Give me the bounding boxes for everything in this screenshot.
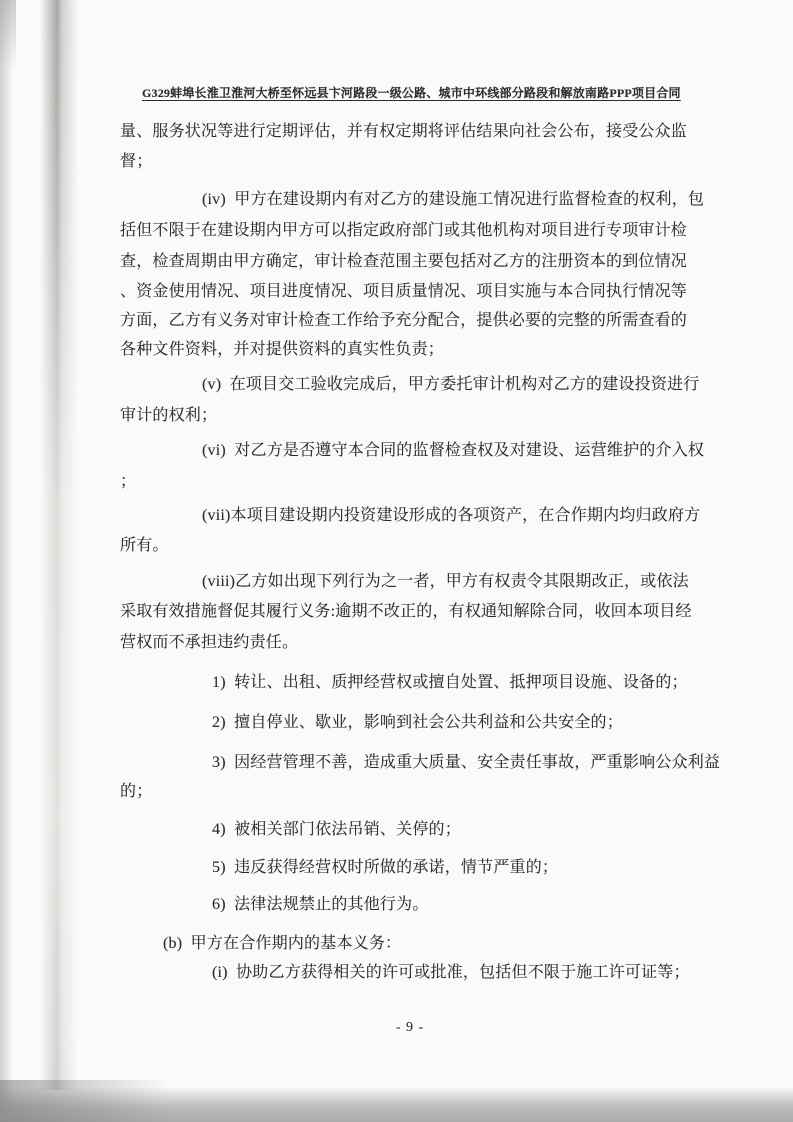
text-line: 、资金使用情况、项目进度情况、项目质量情况、项目实施与本合同执行情况等 (120, 283, 688, 300)
text-line: (viii)乙方如出现下列行为之一者，甲方有权责令其限期改正，或依法 (202, 573, 689, 590)
text-line: 营权而不承担违约责任。 (120, 634, 299, 651)
text-line: (vii)本项目建设期内投资建设形成的各项资产，在合作期内均归政府方 (202, 507, 701, 524)
text-line: ； (120, 473, 137, 490)
scan-shadow-bottom-left-corner (0, 1080, 170, 1122)
text-line: 督； (120, 153, 153, 170)
text-line: 审计的权利； (120, 407, 218, 424)
text-line: (i) 协助乙方获得相关的许可或批准，包括但不限于施工许可证等； (212, 964, 690, 981)
scan-shadow-left-edge (0, 0, 13, 1122)
text-line: 采取有效措施督促其履行义务:逾期不改正的，有权通知解除合同，收回本项目经 (120, 603, 692, 620)
scan-shadow-spine-band (40, 0, 78, 1090)
list-item-line: 5) 违反获得经营权时所做的承诺，情节严重的； (212, 859, 559, 876)
list-item-line: 1) 转让、出租、质押经营权或擅自处置、抵押项目设施、设备的； (212, 674, 688, 691)
text-line: (v) 在项目交工验收完成后，甲方委托审计机构对乙方的建设投资进行 (202, 376, 700, 393)
text-line: 方面，乙方有义务对审计检查工作给予充分配合，提供必要的完整的所需查看的 (120, 312, 688, 329)
page-number: - 9 - (395, 1020, 425, 1035)
list-item-line: 6) 法律法规禁止的其他行为。 (212, 896, 429, 913)
text-line: (vi) 对乙方是否遵守本合同的监督检查权及对建设、运营维护的介入权 (202, 442, 705, 459)
document-header-title: G329蚌埠长淮卫淮河大桥至怀远县卞河路段一级公路、城市中环线部分路段和解放南路PPP项目合同 (142, 86, 681, 100)
text-line: 的； (120, 783, 153, 800)
text-line: (b) 甲方在合作期内的基本义务： (163, 935, 402, 952)
text-line: 所有。 (120, 537, 169, 554)
list-item-line: 2) 擅自停业、歇业，影响到社会公共利益和公共安全的； (212, 714, 623, 731)
text-line: 查，检查周期由甲方确定，审计检查范围主要包括对乙方的注册资本的到位情况 (120, 253, 688, 270)
text-line: (iv) 甲方在建设期内有对乙方的建设施工情况进行监督检查的权利，包 (202, 191, 705, 208)
text-line: 各种文件资料，并对提供资料的真实性负责； (120, 341, 445, 358)
text-line: 量、服务状况等进行定期评估，并有权定期将评估结果向社会公布，接受公众监 (120, 123, 688, 140)
list-item-line: 4) 被相关部门依法吊销、关停的； (212, 821, 461, 838)
text-line: 括但不限于在建设期内甲方可以指定政府部门或其他机构对项目进行专项审计检 (120, 222, 688, 239)
list-item-line: 3) 因经营管理不善，造成重大质量、安全责任事故，严重影响公众利益 (212, 754, 721, 771)
scan-smudge-top-left (0, 0, 16, 70)
